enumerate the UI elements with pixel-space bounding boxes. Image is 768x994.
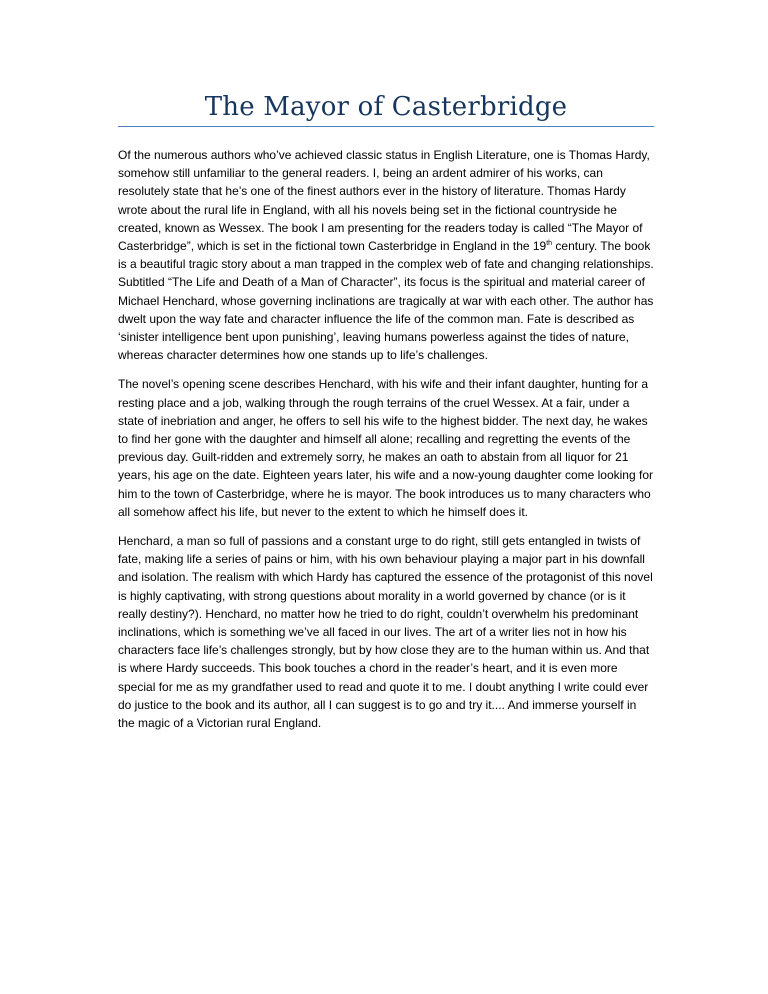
document-title: The Mayor of Casterbridge — [204, 92, 568, 122]
paragraph-review: Henchard, a man so full of passions and a constant urge to do right, still gets entangled in twists of fate, making life a series of pains or him, with his own behaviour playing a major part in his downfall and isolation. The realism with which Hardy has captured the essence of the protagonist of this novel is highly captivating, with strong questions about morality in a world governed by chance (or is it really destiny?). Henchard, no matter how he tried to do right, couldn’t overwhelm his predominant inclinations, which is something we’ve all faced in our lives. The art of a writer lies not in how his characters face life’s challenges strongly, but by how close they are to the human within us. And that is where Hardy succeeds. This book touches a chord in the reader’s heart, and it is even more special for me as my grandfather used to read and quote it to me. I doubt anything I write could ever do justice to the book and its author, all I can suggest is to go and try it.... And immerse yourself in the magic of a Victorian rural England. — [118, 534, 653, 731]
paragraph-intro-text-2: century. The book is a beautiful tragic story about a man trapped in the complex web of fate and changing relationships. Subtitled “The Life and Death of a Man of Character”, its focus is the spiritual and material career of Michael Henchard, whose governing inclinations are tragically at war with each other. The author has dwelt upon the way fate and character influence the life of the common man. Fate is described as ‘sinister intelligence bent upon punishing’, leaving humans powerless against the tides of nature, whereas character determines how one stands up to life’s challenges. — [118, 239, 654, 363]
paragraph-intro-text-1: Of the numerous authors who’ve achieved classic status in English Literature, one is Thomas Hardy, somehow still unfamiliar to the general readers. I, being an ardent admirer of his works, can resolutely state that he’s one of the finest authors ever in the history of literature. Thomas Hardy wrote about the rural life in England, with all his novels being set in the fictional countryside he created, known as Wessex. The book I am presenting for the readers today is called “The Mayor of Casterbridge”, which is set in the fictional town Casterbridge in England in the 19 — [118, 148, 650, 254]
title-underline — [118, 126, 654, 127]
paragraph-plot: The novel’s opening scene describes Henchard, with his wife and their infant daughter, hunting for a resting place and a job, walking through the rough terrains of the cruel Wessex. At a fair, under a state of inebriation and anger, he offers to sell his wife to the highest bidder. The next day, he wakes to find her gone with the daughter and himself all alone; recalling and regretting the events of the previous day. Guilt-ridden and extremely sorry, he makes an oath to abstain from all liquor for 21 years, his age on the date. Eighteen years later, his wife and a now-young daughter come looking for him to the town of Casterbridge, where he is mayor. The book introduces us to many characters who all somehow affect his life, but never to the extent to which he himself does it. — [118, 377, 653, 519]
document-page — [118, 0, 654, 732]
ordinal-suffix: th — [546, 240, 553, 248]
paragraph-intro — [118, 146, 654, 364]
